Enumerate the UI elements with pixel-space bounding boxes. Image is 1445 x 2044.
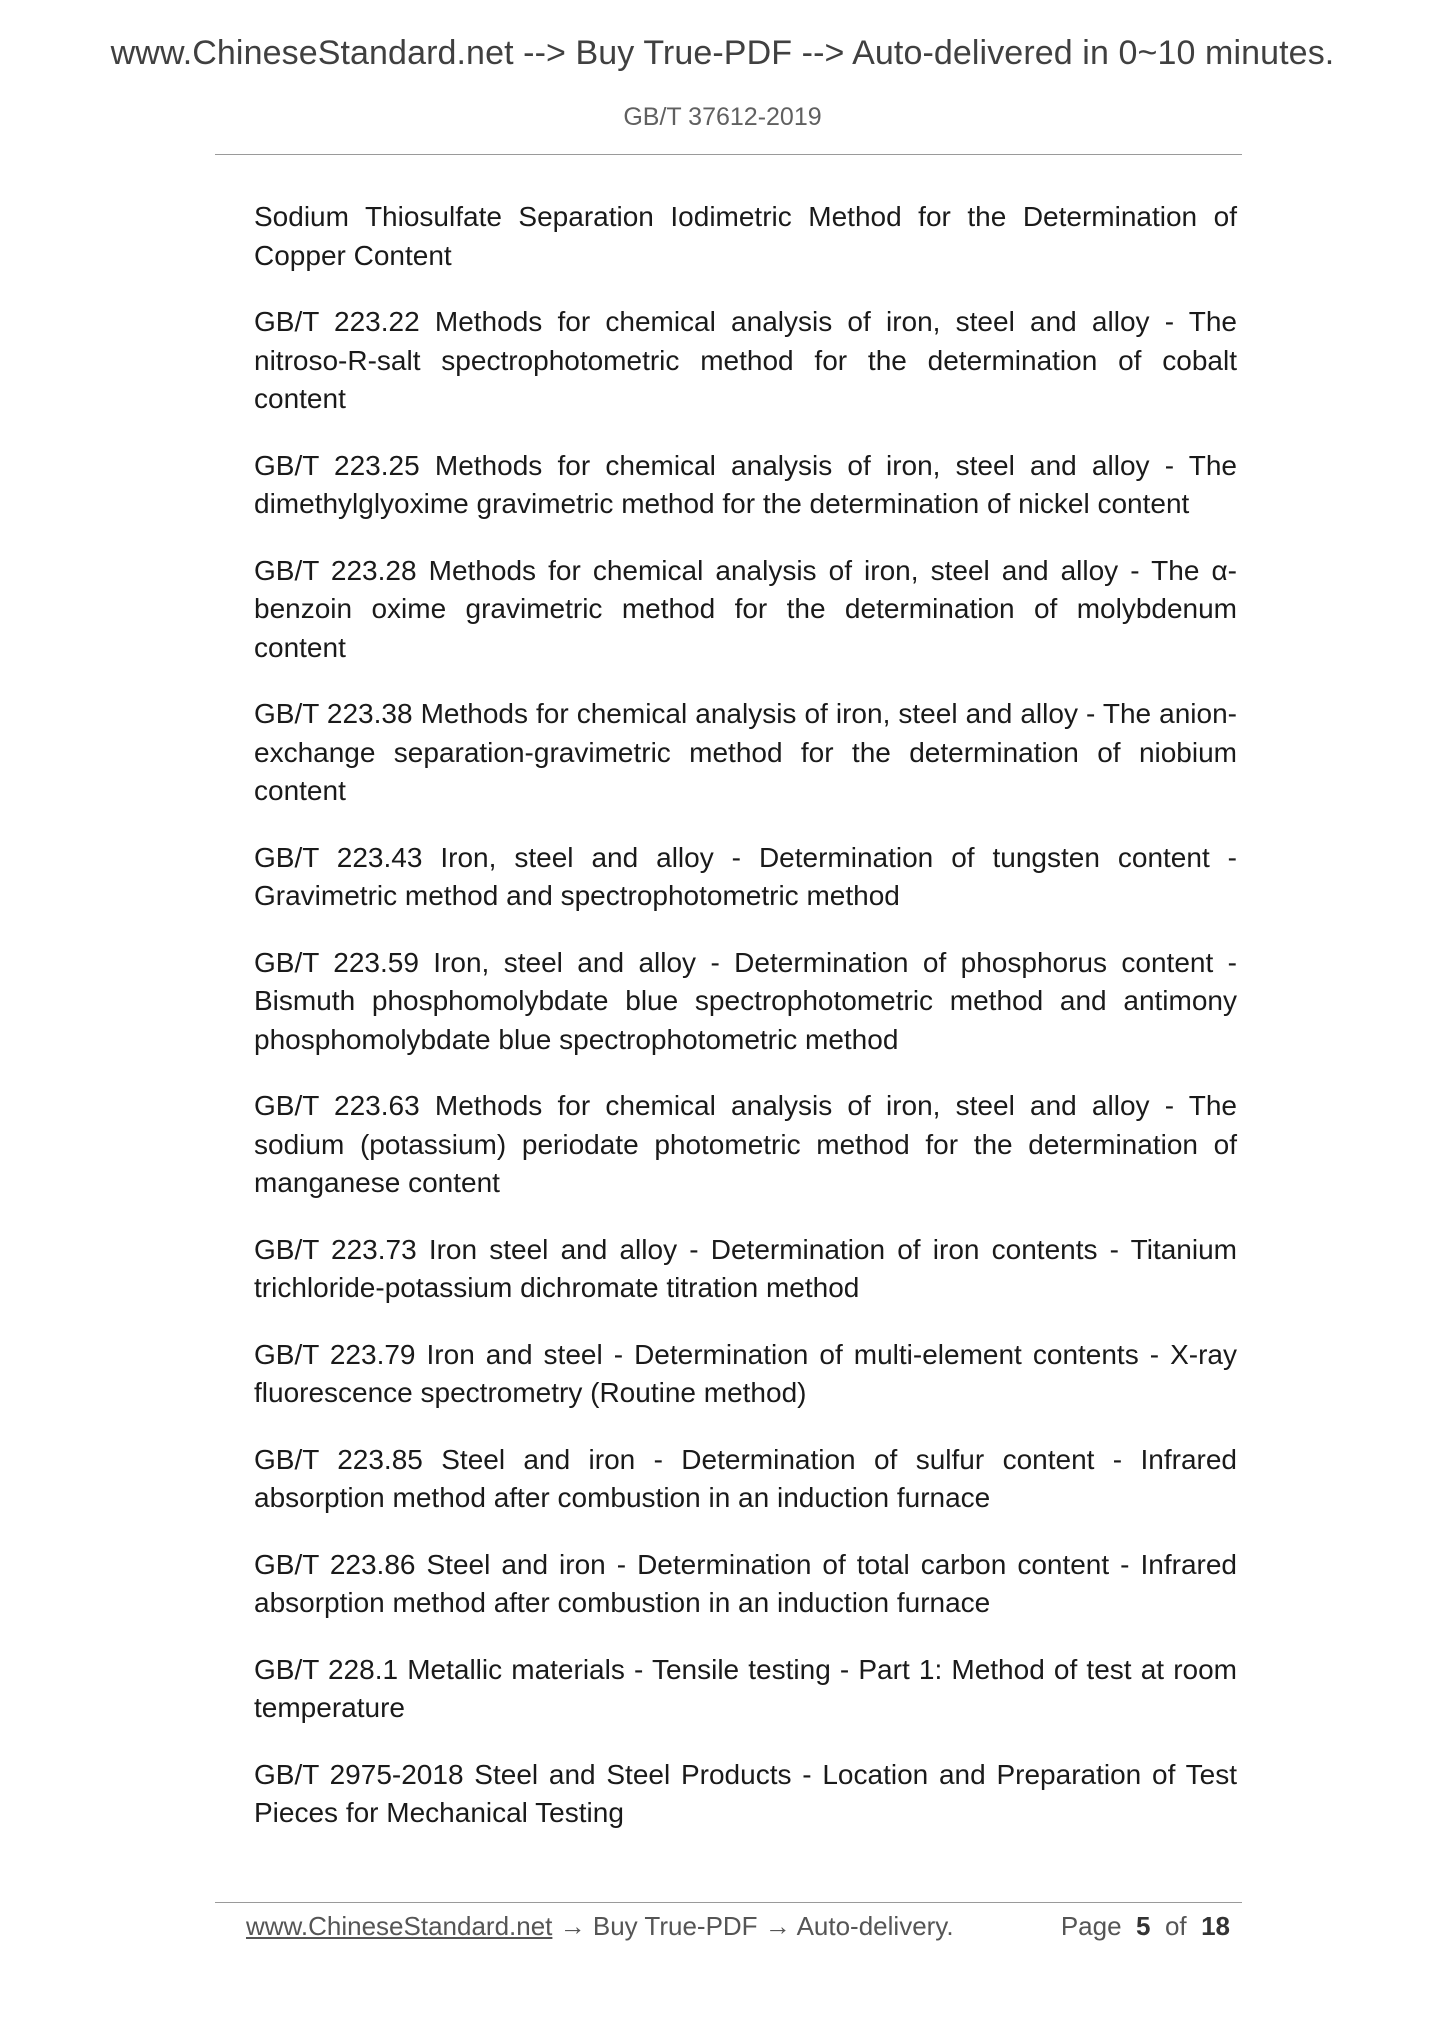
document-number: GB/T 37612-2019 [623,103,822,131]
site-banner: www.ChineseStandard.net --> Buy True-PDF --> Auto-delivered in 0~10 minutes. [110,34,1335,72]
reference-item: GB/T 228.1 Metallic materials - Tensile testing - Part 1: Method of test at room temperature [254,1653,1237,1723]
reference-item: GB/T 223.22 Methods for chemical analysis of iron, steel and alloy - The nitroso-R-salt spectrophotometric method for the determination of cobalt content [254,306,1237,414]
page-footer [246,1911,1230,1947]
reference-item: GB/T 223.79 Iron and steel - Determination of multi-element contents - X-ray fluorescence spectrometry (Routine method) [254,1338,1237,1408]
reference-item: GB/T 223.73 Iron steel and alloy - Determination of iron contents - Titanium trichloride-potassium dichromate titration method [254,1233,1237,1303]
footer-promo [246,1911,954,1942]
header-divider [215,154,1242,155]
page-indicator [1061,1911,1230,1942]
reference-item: GB/T 223.43 Iron, steel and alloy - Determination of tungsten content - Gravimetric method and spectrophotometric method [254,841,1237,911]
reference-item: GB/T 223.38 Methods for chemical analysis of iron, steel and alloy - The anion-exchange separation-gravimetric method for the determination of niobium content [254,698,1237,806]
page-total: 18 [1201,1911,1230,1941]
reference-item: GB/T 2975-2018 Steel and Steel Products - Location and Preparation of Test Pieces for Mechanical Testing [254,1758,1237,1828]
reference-item: GB/T 223.86 Steel and iron - Determination of total carbon content - Infrared absorption method after combustion in an induction furnace [254,1548,1237,1618]
footer-site-link[interactable]: www.ChineseStandard.net [246,1911,553,1941]
reference-item: GB/T 223.25 Methods for chemical analysis of iron, steel and alloy - The dimethylglyoxime gravimetric method for the determination of nickel content [254,449,1237,519]
footer-tagline: → Buy True-PDF → Auto-delivery. [552,1911,954,1941]
page-number: 5 [1136,1911,1151,1941]
normative-references-list [254,198,1237,1861]
footer-divider [215,1902,1242,1903]
page-label: Page [1060,1911,1122,1941]
reference-item: Sodium Thiosulfate Separation Iodimetric Method for the Determination of Copper Content [254,201,1237,271]
reference-item: GB/T 223.28 Methods for chemical analysis of iron, steel and alloy - The α-benzoin oxime gravimetric method for the determination of molybdenum content [254,554,1237,663]
reference-item: GB/T 223.63 Methods for chemical analysis of iron, steel and alloy - The sodium (potassium) periodate photometric method for the determination of manganese content [254,1090,1237,1198]
of-label: of [1164,1911,1187,1941]
reference-item: GB/T 223.59 Iron, steel and alloy - Determination of phosphorus content - Bismuth phosphomolybdate blue spectrophotometric method and antimony phosphomolybdate blue spectrophotometric method [254,946,1237,1055]
reference-item: GB/T 223.85 Steel and iron - Determination of sulfur content - Infrared absorption method after combustion in an induction furnace [254,1443,1237,1513]
